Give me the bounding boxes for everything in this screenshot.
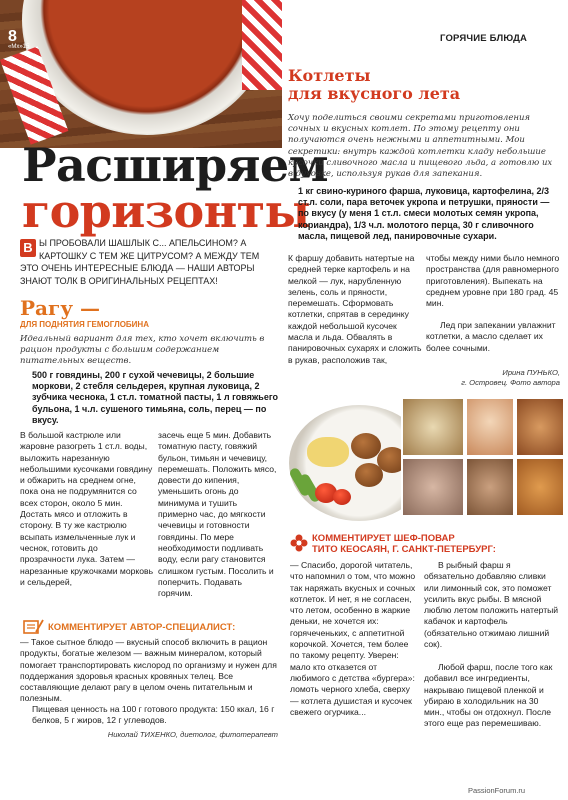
- cutlets-photo-collage: [289, 397, 564, 525]
- page-issue: «Мх»15: [8, 44, 30, 50]
- ragu-ingredients: 500 г говядины, 200 г сухой чечевицы, 2 большие моркови, 2 стебля сельдерея, крупная луковица, 2 зубчика чеснока, 1 ст.л. томатной пасты, 1 л говяжьего бульона, 1 ч.л. сушеного тимьяна, соль, перец — по вкусу.: [32, 370, 278, 425]
- flower-icon: [290, 534, 308, 552]
- section-title: ГОРЯЧИЕ БЛЮДА: [440, 33, 528, 44]
- intro-text: [20, 237, 278, 287]
- footer-watermark: PassionForum.ru: [468, 786, 526, 795]
- cutlets-ingredients: 1 кг свино-куриного фарша, луковица, картофелина, 2/3 ст.л. соли, пара веточек укропа и петрушки, пряности — по вкусу (у меня 1 ст.л. смеси молотых семян укропа, кориандра), 1/3 ч.л. молотого перца, 30 г сливочного масла, пищевой лед, панировочные сухари.: [298, 186, 550, 241]
- chef-comment-col1: — Спасибо, дорогой читатель, что напомнил о том, что можно так наряжать вкусных и сочных котлеток. И нет, я не согласен, что летом, особенно в жаркие деньки, не хочется их: горячеченьких, с аппетитной корочкой. Хочется, тем более по такому рецепту. Уверен: мало кто отказется от любимого с детства «бургера»: ломоть черного хлеба, сверху — котлета душистая и кусочек свежего огурчика...: [290, 560, 416, 717]
- ragu-method-col1: В большой кастрюле или жаровне разогреть 1 ст.л. воды, выложить нарезанную небольшими кусочками говядину и обжарить на среднем огне, пока она не подрумянится со всех сторон, около 5 мин. Достать мясо и отложить в сторону. В ту же кастрюлю всыпать измельченные лук и чеснок, готовить до прозрачности лука. Затем — нарезанные кружочками морковь и сельдерей,: [20, 430, 154, 587]
- author-comment-text: — Такое сытное блюдо — вкусный способ включить в рацион продукты, богатые железом — важным минералом, который помогает транспортировать кислород по организму и нужен для поддержания здоровья красных кровяных телец. Все составляющие делают рагу в целом очень питательным и полезным.: [20, 637, 277, 704]
- intro-body: Ы ПРОБОВАЛИ ШАШЛЫК С... АПЕЛЬСИНОМ? А КАРТОШКУ С ТЕМ ЖЕ ЦИТРУСОМ? А МЕЖДУ ТЕМ ЭТО ОЧЕНЬ ИНТЕРЕСНЫЕ БЛЮДА — НАШИ АВТОРЫ ЗНАЮТ ТОЛК В ОРИГИНАЛЬНЫХ РЕЦЕПТАХ!: [20, 238, 260, 286]
- chef-comment-heading-line2: ТИТО КЕОСАЯН, Г. САНКТ-ПЕТЕРБУРГ:: [312, 544, 496, 555]
- chef-comment-col2: В рыбный фарш я обязательно добавляю сливки или лимонный сок, это поможет усилить вкус рыбы. В мясной люблю летом положить натертый кабачок и картофель (обязательно отжимаю лишний сок).: [424, 560, 559, 650]
- cutlets-method-col2: чтобы между ними было немного пространства (для равномерного приготовления). Выпекать на среднем уровне при 180 град. 45 мин.: [426, 253, 560, 309]
- cutlets-method-col2b: Лед при запекании увлажнит котлетки, а масло сделает их более сочными.: [426, 320, 556, 353]
- cutlets-title: [288, 67, 460, 103]
- page-number: 8: [8, 28, 17, 45]
- page-title-line1: Расширяем: [22, 138, 328, 192]
- cutlets-lead: Хочу поделиться своими секретами приготовления сочных и вкусных котлет. По этому рецепту они получаются очень нежными и аппетитными. Мои секретики: внутрь каждой котлетки кладу небольшие кусочки сливочного масла и пищевого льда, а готовлю их в духовке, используя рукав для запекания.: [288, 113, 553, 180]
- cutlets-signature-city: г. Островец. Фото автора: [461, 378, 560, 387]
- ragu-subtitle: ДЛЯ ПОДНЯТИЯ ГЕМОГЛОБИНА: [20, 320, 149, 329]
- top-photo-stew: [0, 0, 282, 148]
- cutlets-title-line1: Котлеты: [288, 66, 371, 85]
- cutlets-title-line2: для вкусного лета: [288, 84, 461, 103]
- author-comment-heading: КОММЕНТИРУЕТ АВТОР-СПЕЦИАЛИСТ:: [48, 622, 236, 633]
- notepad-icon: [22, 618, 44, 636]
- chef-comment-heading-line1: КОММЕНТИРУЕТ ШЕФ-ПОВАР: [312, 533, 455, 544]
- cutlets-method-col1: К фаршу добавить натертые на средней терке картофель и на мелкой — лук, нарубленную зелень, соль и пряности, перемешать. Сформовать котлетки, спрятав в серединку каждой небольшой кусочек масла и льда. Обвалять в панировочных сухарях и сложить в рукав, расположив так,: [288, 253, 422, 365]
- intro-dropcap: В: [20, 239, 36, 257]
- page-title: [22, 138, 328, 238]
- ragu-method-col2: засечь еще 5 мин. Добавить томатную пасту, говяжий бульон, тимьян и чечевицу, перемешать. Положить мясо, довести до кипения, уменьшить огонь до минимума и тушить примерно час, до мягкости чечевицы и готовности говядины. По мере необходимости подливать воду, если рагу становится слишком густым. Посолить и поперчить. Подавать горячим.: [158, 430, 277, 599]
- ragu-title: Рагу —: [20, 296, 101, 320]
- cutlets-signature-name: Ирина ПУНЬКО,: [502, 368, 560, 377]
- chef-comment-col2b: Любой фарш, после того как добавил все ингредиенты, накрываю пищевой пленкой и убираю в холодильник на 30 мин., чтобы он отдохнул. После этого еще раз перемешиваю.: [424, 662, 553, 729]
- page-title-line2: горизонты: [22, 184, 311, 238]
- author-nutrition: Пищевая ценность на 100 г готового продукта: 150 ккал, 16 г белков, 5 г жиров, 12 г углеводов.: [32, 704, 275, 726]
- author-signature: Николай ТИХЕНКО, диетолог, фитотерапевт: [107, 730, 278, 739]
- ragu-lead: Идеальный вариант для тех, кто хочет включить в рацион продукты с большим содержанием питательных веществ.: [20, 334, 265, 367]
